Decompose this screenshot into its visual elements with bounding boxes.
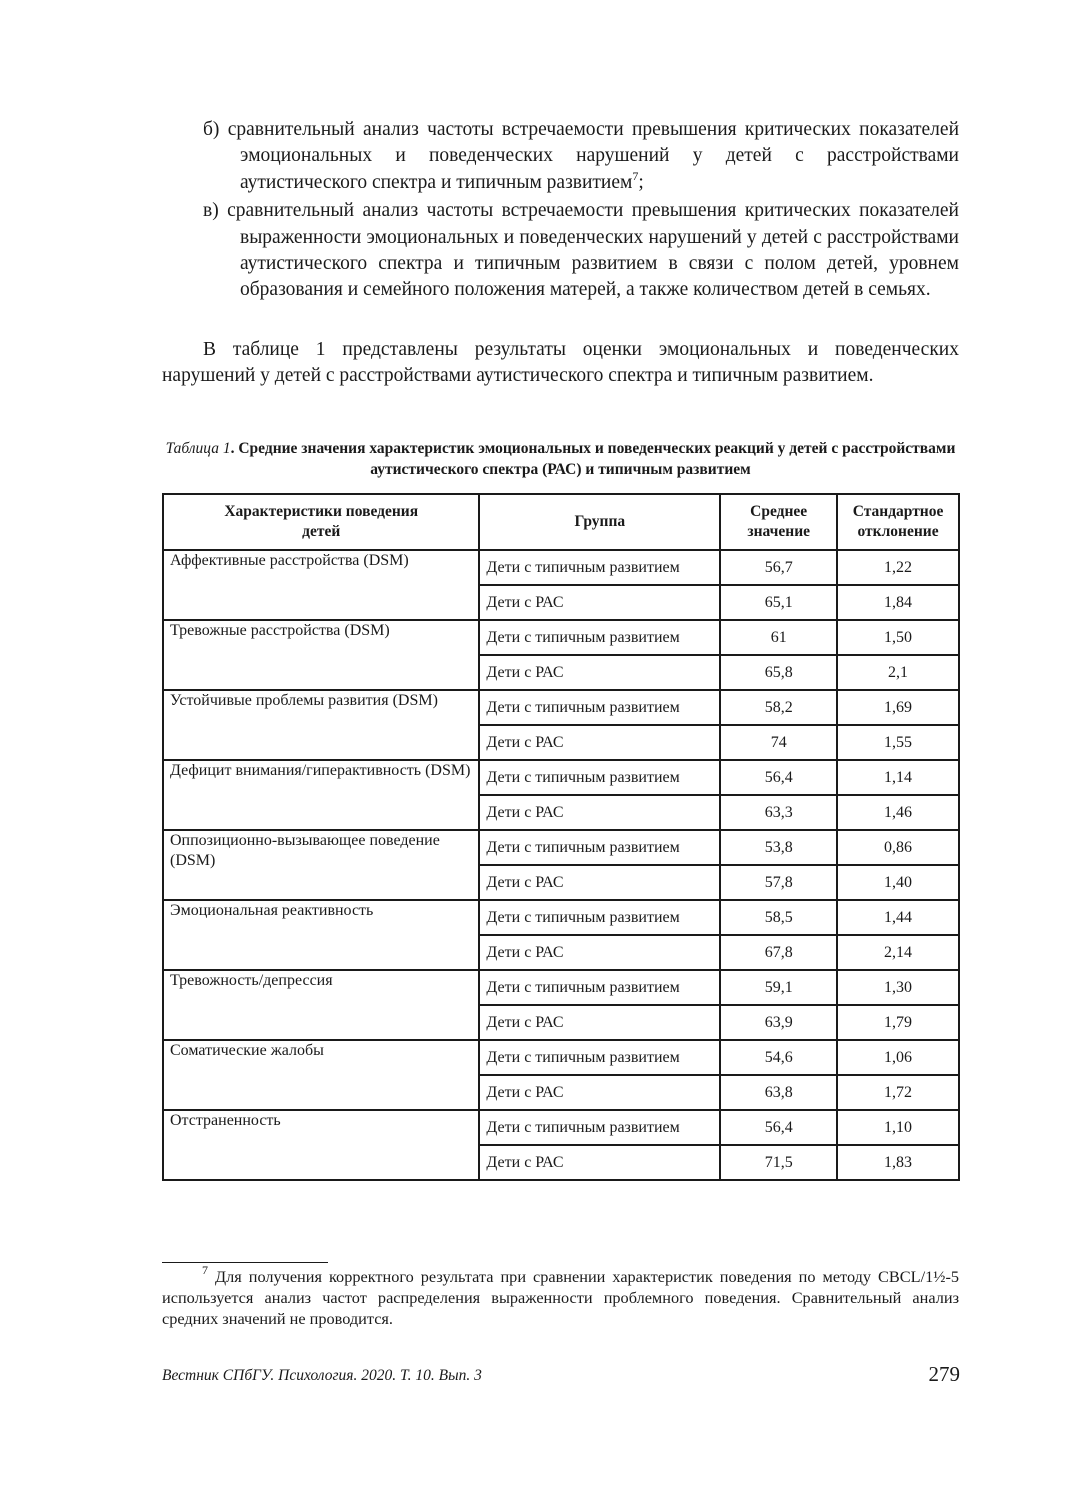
mean-cell: 65,1 <box>720 585 837 620</box>
sd-cell: 2,1 <box>837 655 959 690</box>
characteristic-cell: Аффективные расстройства (DSM) <box>163 550 479 620</box>
table-caption-text: . Средние значения характеристик эмоциональных и поведенческих реакций у детей с расстройствами аутистического спектра (РАС) и типичным развитием <box>230 440 956 478</box>
table-row <box>163 760 959 795</box>
mean-cell: 58,2 <box>720 690 837 725</box>
table-row <box>163 900 959 935</box>
list-item-v: в) сравнительный анализ частоты встречаемости превышения критических показателей выраженности эмоциональных и поведенческих нарушений у детей с расстройствами аутистического спектра и типичным развитием в связи с полом детей, уровнем образования и семейного положения матерей, а также количеством детей в семьях. <box>203 200 959 301</box>
mean-cell: 56,7 <box>720 550 837 585</box>
sd-cell: 1,10 <box>837 1110 959 1145</box>
table-row <box>163 620 959 655</box>
sd-cell: 1,30 <box>837 970 959 1005</box>
mean-cell: 57,8 <box>720 865 837 900</box>
table-row <box>163 1040 959 1075</box>
sd-cell: 1,84 <box>837 585 959 620</box>
group-cell: Дети с РАС <box>479 935 720 970</box>
characteristic-cell: Дефицит внимания/гиперактивность (DSM) <box>163 760 479 830</box>
data-table <box>162 493 960 1181</box>
table-row <box>163 830 959 865</box>
group-cell: Дети с РАС <box>479 865 720 900</box>
group-cell: Дети с РАС <box>479 795 720 830</box>
characteristic-cell: Тревожные расстройства (DSM) <box>163 620 479 690</box>
sd-cell: 1,55 <box>837 725 959 760</box>
mean-cell: 63,8 <box>720 1075 837 1110</box>
mean-cell: 63,9 <box>720 1005 837 1040</box>
header-group: Группа <box>479 494 720 550</box>
list-item-b: б) сравнительный анализ частоты встречаемости превышения критических показателей эмоциональных и поведенческих нарушений у детей с расстройствами аутистического спектра и типичным развитием$^7$; <box>203 119 960 193</box>
table-row <box>163 550 959 585</box>
sd-cell: 0,86 <box>837 830 959 865</box>
mean-cell: 65,8 <box>720 655 837 690</box>
header-mean: Среднее значение <box>720 494 837 550</box>
sd-cell: 2,14 <box>837 935 959 970</box>
header-characteristic: Характеристики поведения детей <box>163 494 479 550</box>
group-cell: Дети с типичным развитием <box>479 760 720 795</box>
characteristic-cell: Соматические жалобы <box>163 1040 479 1110</box>
group-cell: Дети с типичным развитием <box>479 830 720 865</box>
sd-cell: 1,40 <box>837 865 959 900</box>
sd-cell: 1,44 <box>837 900 959 935</box>
footnote <box>162 1263 960 1329</box>
mean-cell: 61 <box>720 620 837 655</box>
group-cell: Дети с РАС <box>479 725 720 760</box>
group-cell: Дети с типичным развитием <box>479 690 720 725</box>
page-number: 279 <box>928 1362 960 1386</box>
table-header-row <box>163 494 959 550</box>
journal-reference: Вестник СПбГУ. Психология. 2020. Т. 10. Вып. 3 <box>162 1367 482 1384</box>
header-sd: Стандартное отклонение <box>837 494 959 550</box>
body-paragraph: В таблице 1 представлены результаты оценки эмоциональных и поведенческих нарушений у детей с расстройствами аутистического спектра и типичным развитием. <box>162 339 959 387</box>
group-cell: Дети с типичным развитием <box>479 1110 720 1145</box>
mean-cell: 56,4 <box>720 760 837 795</box>
characteristic-cell: Отстраненность <box>163 1110 479 1180</box>
group-cell: Дети с типичным развитием <box>479 550 720 585</box>
characteristic-cell: Оппозиционно-вызывающее поведение (DSM) <box>163 830 479 900</box>
characteristic-cell: Эмоциональная реактивность <box>163 900 479 970</box>
footnote-divider <box>162 1262 328 1263</box>
sd-cell: 1,69 <box>837 690 959 725</box>
table-caption-label: Таблица 1 <box>165 440 231 457</box>
footnote-ref[interactable]: 7 <box>632 168 639 183</box>
sd-cell: 1,22 <box>837 550 959 585</box>
mean-cell: 58,5 <box>720 900 837 935</box>
sd-cell: 1,83 <box>837 1145 959 1180</box>
table-caption <box>162 438 959 480</box>
group-cell: Дети с РАС <box>479 1005 720 1040</box>
characteristic-cell: Устойчивые проблемы развития (DSM) <box>163 690 479 760</box>
sd-cell: 1,46 <box>837 795 959 830</box>
group-cell: Дети с типичным развитием <box>479 620 720 655</box>
mean-cell: 56,4 <box>720 1110 837 1145</box>
sd-cell: 1,50 <box>837 620 959 655</box>
mean-cell: 63,3 <box>720 795 837 830</box>
footnote-text: Для получения корректного результата при сравнении характеристик поведения по методу CBCL/1½-5 используется анализ частот распределения выраженности проблемного поведения. Сравнительный анализ средних значений не проводится. <box>162 1267 960 1328</box>
body-paragraph-block <box>162 337 959 390</box>
group-cell: Дети с РАС <box>479 585 720 620</box>
group-cell: Дети с типичным развитием <box>479 970 720 1005</box>
mean-cell: 53,8 <box>720 830 837 865</box>
group-cell: Дети с типичным развитием <box>479 1040 720 1075</box>
mean-cell: 59,1 <box>720 970 837 1005</box>
sd-cell: 1,06 <box>837 1040 959 1075</box>
characteristic-cell: Тревожность/депрессия <box>163 970 479 1040</box>
table-row <box>163 690 959 725</box>
group-cell: Дети с РАС <box>479 655 720 690</box>
sd-cell: 1,14 <box>837 760 959 795</box>
sd-cell: 1,79 <box>837 1005 959 1040</box>
list-block <box>162 117 959 304</box>
group-cell: Дети с РАС <box>479 1075 720 1110</box>
mean-cell: 54,6 <box>720 1040 837 1075</box>
footnote-number: 7 <box>202 1263 208 1277</box>
sd-cell: 1,72 <box>837 1075 959 1110</box>
mean-cell: 71,5 <box>720 1145 837 1180</box>
table-row <box>163 1110 959 1145</box>
group-cell: Дети с типичным развитием <box>479 900 720 935</box>
mean-cell: 74 <box>720 725 837 760</box>
group-cell: Дети с РАС <box>479 1145 720 1180</box>
mean-cell: 67,8 <box>720 935 837 970</box>
table-row <box>163 970 959 1005</box>
